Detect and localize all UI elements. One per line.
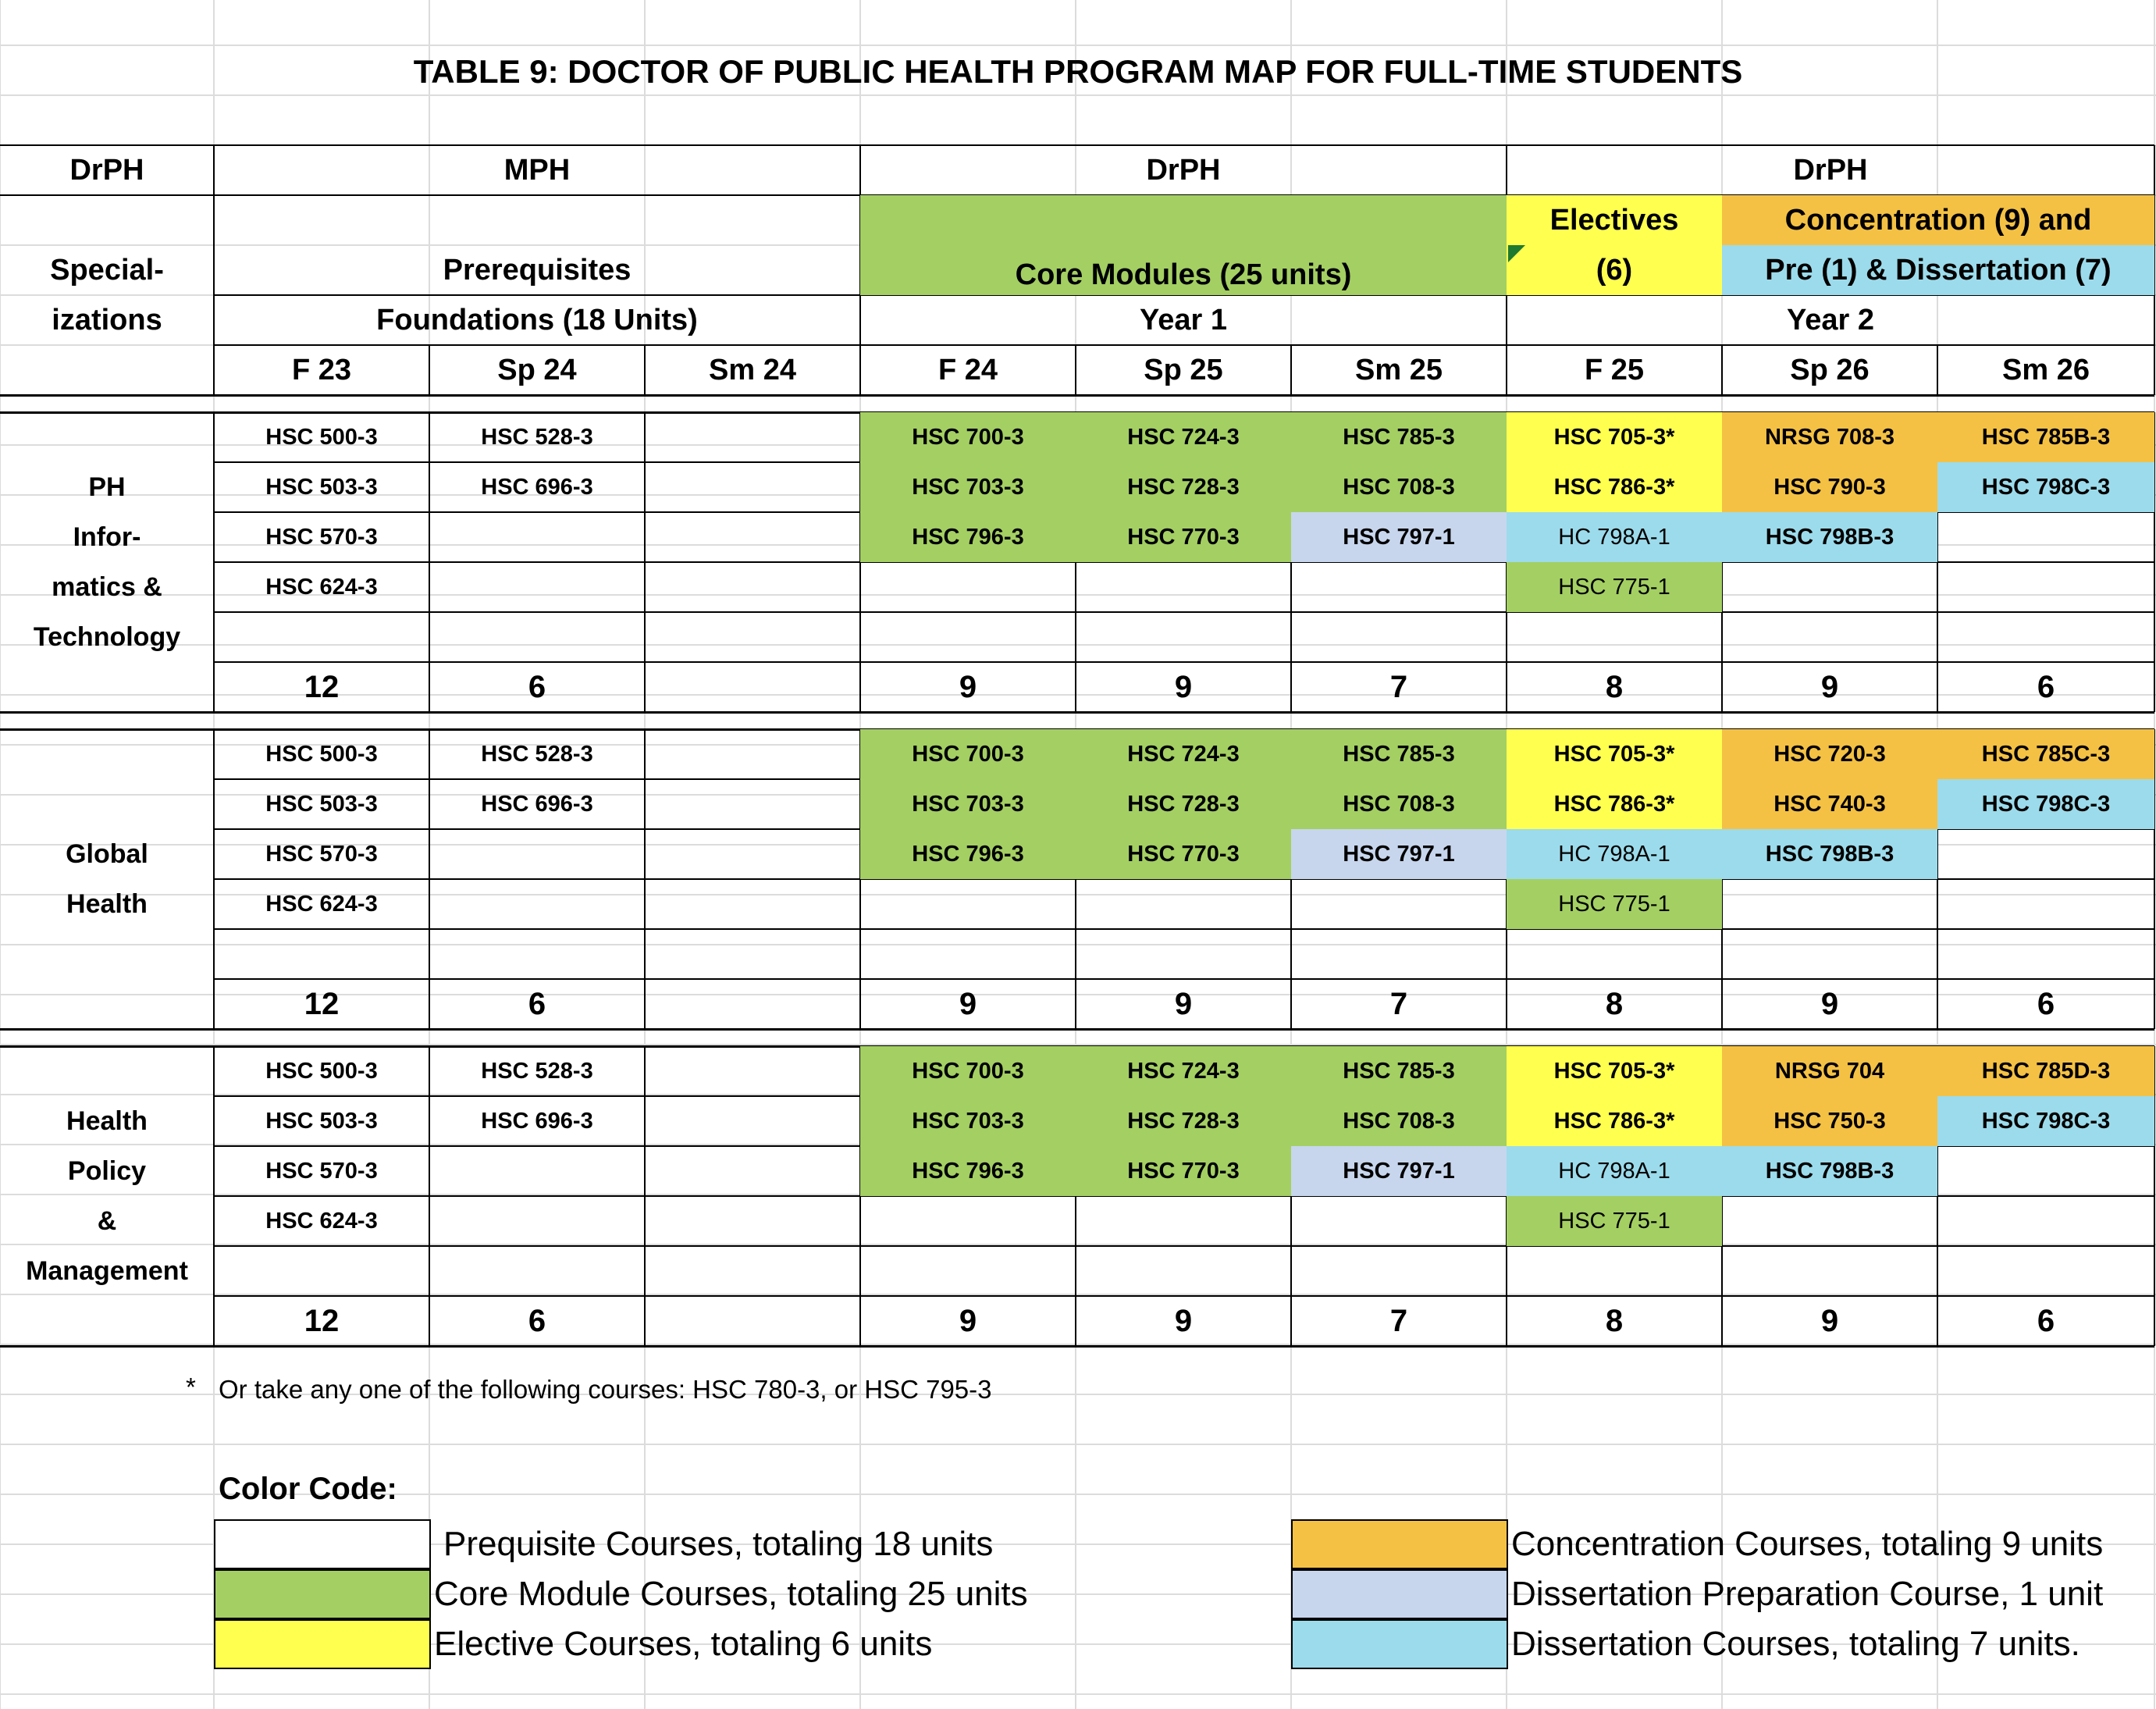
course-cell — [645, 1196, 860, 1246]
gridline-h — [0, 45, 2156, 46]
course-cell — [645, 562, 860, 612]
course-cell — [1076, 929, 1291, 979]
course-cell — [1937, 929, 2154, 979]
term-total: 12 — [304, 669, 340, 704]
course-cell — [1076, 562, 1291, 612]
course-cell: HSC 705-3* — [1507, 412, 1722, 462]
course-cell: HSC 624-3 — [265, 891, 378, 917]
course-cell — [1291, 612, 1507, 662]
course-cell — [645, 1096, 860, 1146]
term-total: 12 — [304, 1303, 340, 1338]
course-cell: HSC 798C-3 — [1937, 779, 2154, 829]
course-cell: HSC 708-3 — [1291, 779, 1507, 829]
course-cell — [1937, 562, 2154, 612]
course-cell — [1291, 1196, 1507, 1246]
course-cell — [645, 462, 860, 512]
course-cell — [429, 1246, 645, 1296]
drph-year2-header: DrPH — [1793, 153, 1868, 187]
gridline-h — [0, 1693, 2156, 1695]
course-cell: HSC 797-1 — [1291, 1146, 1507, 1196]
course-cell — [1722, 1196, 1937, 1246]
specialization-label — [0, 412, 214, 462]
term-header: Sm 25 — [1355, 353, 1443, 386]
course-cell: HSC 696-3 — [481, 1108, 593, 1134]
specialization-label: Policy — [67, 1155, 147, 1186]
course-cell: HSC 728-3 — [1076, 779, 1291, 829]
specializations-label-2: izations — [52, 303, 162, 336]
course-cell — [1507, 1246, 1722, 1296]
drph-core-header: DrPH — [1146, 153, 1221, 187]
course-cell — [1937, 1196, 2154, 1246]
course-cell: HSC 570-3 — [265, 841, 378, 867]
course-cell: HSC 770-3 — [1076, 1146, 1291, 1196]
course-cell: HSC 720-3 — [1722, 729, 1937, 779]
term-total: 6 — [2037, 669, 2055, 704]
course-cell — [860, 929, 1076, 979]
course-cell — [429, 612, 645, 662]
course-cell: HSC 708-3 — [1291, 1096, 1507, 1146]
course-cell: HSC 785-3 — [1291, 412, 1507, 462]
course-cell: HSC 708-3 — [1291, 462, 1507, 512]
course-cell — [214, 1246, 429, 1296]
course-cell — [645, 1046, 860, 1096]
course-cell: NRSG 708-3 — [1722, 412, 1937, 462]
legend-swatch — [1291, 1519, 1508, 1569]
year1-header: Year 1 — [1140, 303, 1227, 336]
course-cell: HSC 724-3 — [1076, 412, 1291, 462]
course-cell: HSC 570-3 — [265, 1158, 378, 1184]
course-cell — [1291, 929, 1507, 979]
course-cell: HSC 770-3 — [1076, 829, 1291, 879]
course-cell — [429, 829, 645, 879]
course-cell — [1937, 1246, 2154, 1296]
page-title: TABLE 9: DOCTOR OF PUBLIC HEALTH PROGRAM MAP FOR FULL-TIME STUDENTS — [413, 53, 1743, 90]
term-header: F 23 — [291, 353, 352, 386]
course-cell: HSC 700-3 — [860, 412, 1076, 462]
specialization-label — [0, 1046, 214, 1096]
specialization-label — [0, 729, 214, 779]
course-cell — [1507, 929, 1722, 979]
footnote: Or take any one of the following courses: HSC 780-3, or HSC 795-3 — [219, 1375, 992, 1404]
course-cell — [429, 512, 645, 562]
term-total — [645, 662, 860, 712]
gridline-h — [0, 1444, 2156, 1445]
course-cell — [860, 1246, 1076, 1296]
course-cell — [860, 562, 1076, 612]
course-cell — [1937, 612, 2154, 662]
course-cell: HSC 786-3* — [1507, 779, 1722, 829]
course-cell: HSC 740-3 — [1722, 779, 1937, 829]
specialization-label — [0, 929, 214, 979]
legend-label: Dissertation Preparation Course, 1 unit — [1511, 1575, 2104, 1613]
concentration-header: Concentration (9) and — [1722, 195, 2154, 245]
course-cell: HSC 796-3 — [860, 829, 1076, 879]
course-cell: HSC 570-3 — [265, 524, 378, 550]
course-cell — [645, 1146, 860, 1196]
course-cell: HSC 705-3* — [1507, 729, 1722, 779]
course-cell: HSC 798C-3 — [1937, 1096, 2154, 1146]
course-cell — [860, 1196, 1076, 1246]
legend-swatch — [214, 1569, 431, 1619]
legend-label: Dissertation Courses, totaling 7 units. — [1511, 1625, 2080, 1663]
course-cell: HSC 503-3 — [265, 1108, 378, 1134]
course-cell: HSC 796-3 — [860, 512, 1076, 562]
course-cell — [1937, 879, 2154, 929]
course-cell — [1722, 612, 1937, 662]
term-header: Sp 26 — [1790, 353, 1870, 386]
course-cell: HSC 750-3 — [1722, 1096, 1937, 1146]
course-cell: HSC 786-3* — [1507, 462, 1722, 512]
specialization-label: matics & — [52, 571, 162, 602]
term-total: 6 — [528, 669, 546, 704]
course-cell: HSC 797-1 — [1291, 829, 1507, 879]
legend-label: Elective Courses, totaling 6 units — [434, 1625, 933, 1663]
course-cell: HC 798A-1 — [1507, 1146, 1722, 1196]
course-cell: HSC 503-3 — [265, 474, 378, 500]
course-cell: HSC 724-3 — [1076, 729, 1291, 779]
term-total: 9 — [1174, 986, 1193, 1021]
course-cell: HSC 700-3 — [860, 729, 1076, 779]
course-cell: HSC 500-3 — [265, 424, 378, 450]
course-cell — [429, 1146, 645, 1196]
course-cell — [1722, 1246, 1937, 1296]
course-cell: HSC 696-3 — [481, 791, 593, 817]
term-header: Sm 24 — [709, 353, 796, 386]
term-header: F 25 — [1584, 353, 1645, 386]
term-total: 7 — [1389, 986, 1408, 1021]
year2-header: Year 2 — [1787, 303, 1874, 336]
course-cell: HSC 790-3 — [1722, 462, 1937, 512]
course-cell — [1076, 879, 1291, 929]
course-cell: HSC 703-3 — [860, 462, 1076, 512]
term-total: 12 — [304, 986, 340, 1021]
term-total: 8 — [1605, 1303, 1624, 1338]
legend-swatch — [1291, 1569, 1508, 1619]
term-header: Sm 26 — [2002, 353, 2090, 386]
specializations-label-1: Special- — [50, 253, 164, 287]
course-cell — [429, 929, 645, 979]
course-cell — [860, 879, 1076, 929]
legend-swatch — [214, 1519, 431, 1569]
term-total: 9 — [1820, 669, 1839, 704]
prerequisites-header: Prerequisites — [443, 253, 632, 287]
course-cell: NRSG 704 — [1722, 1046, 1937, 1096]
core-modules-header: Core Modules (25 units) — [860, 195, 1507, 295]
comment-marker — [1508, 245, 1525, 262]
course-cell: HSC 705-3* — [1507, 1046, 1722, 1096]
course-cell — [1291, 1246, 1507, 1296]
term-total: 9 — [959, 986, 977, 1021]
course-cell — [645, 879, 860, 929]
specialization-label: Health — [66, 888, 148, 919]
specialization-label: & — [97, 1205, 117, 1236]
course-cell — [645, 829, 860, 879]
course-cell: HSC 728-3 — [1076, 1096, 1291, 1146]
term-total: 6 — [528, 1303, 546, 1338]
specialization-label: PH — [88, 472, 126, 502]
course-cell — [1722, 879, 1937, 929]
specialization-label — [0, 779, 214, 829]
term-total: 9 — [1820, 986, 1839, 1021]
specialization-label: Technology — [33, 621, 181, 652]
course-cell: HSC 724-3 — [1076, 1046, 1291, 1096]
term-total: 6 — [528, 986, 546, 1021]
course-cell: HSC 528-3 — [481, 741, 593, 767]
specialization-label: Global — [66, 838, 148, 869]
term-header: Sp 24 — [497, 353, 577, 386]
term-total: 9 — [959, 669, 977, 704]
course-cell: HSC 797-1 — [1291, 512, 1507, 562]
course-cell — [1076, 1246, 1291, 1296]
course-cell — [1937, 1146, 2154, 1196]
course-cell — [429, 562, 645, 612]
specialization-label: Management — [26, 1255, 188, 1286]
course-cell: HSC 798C-3 — [1937, 462, 2154, 512]
course-cell — [1076, 1196, 1291, 1246]
course-cell: HSC 503-3 — [265, 791, 378, 817]
legend-label: Prequisite Courses, totaling 18 units — [443, 1525, 994, 1563]
course-cell — [645, 1246, 860, 1296]
course-cell: HSC 796-3 — [860, 1146, 1076, 1196]
term-total — [645, 1296, 860, 1346]
course-cell — [1722, 562, 1937, 612]
course-cell — [1722, 929, 1937, 979]
course-cell: HSC 785-3 — [1291, 729, 1507, 779]
course-cell — [214, 929, 429, 979]
course-cell: HSC 798B-3 — [1722, 829, 1937, 879]
course-cell: HSC 624-3 — [265, 574, 378, 600]
term-total: 6 — [2037, 986, 2055, 1021]
course-cell: HSC 500-3 — [265, 741, 378, 767]
course-cell — [645, 512, 860, 562]
course-cell: HSC 528-3 — [481, 424, 593, 450]
course-cell — [645, 779, 860, 829]
legend-swatch — [214, 1619, 431, 1669]
electives-header-line1: Electives — [1507, 195, 1722, 245]
legend-label: Core Module Courses, totaling 25 units — [434, 1575, 1028, 1613]
course-cell — [429, 879, 645, 929]
course-cell: HC 798A-1 — [1507, 512, 1722, 562]
course-cell: HSC 728-3 — [1076, 462, 1291, 512]
course-cell: HSC 770-3 — [1076, 512, 1291, 562]
course-cell: HC 798A-1 — [1507, 829, 1722, 879]
course-cell: HSC 775-1 — [1507, 1196, 1722, 1246]
term-total: 6 — [2037, 1303, 2055, 1338]
course-cell — [645, 412, 860, 462]
course-cell: HSC 500-3 — [265, 1058, 378, 1084]
course-cell: HSC 798B-3 — [1722, 1146, 1937, 1196]
term-total: 7 — [1389, 1303, 1408, 1338]
course-cell: HSC 703-3 — [860, 1096, 1076, 1146]
course-cell: HSC 775-1 — [1507, 562, 1722, 612]
course-cell — [1076, 612, 1291, 662]
dissertation-header: Pre (1) & Dissertation (7) — [1722, 245, 2154, 295]
term-total: 9 — [959, 1303, 977, 1338]
course-cell — [429, 1196, 645, 1246]
course-cell: HSC 700-3 — [860, 1046, 1076, 1096]
course-cell — [1937, 829, 2154, 879]
mph-header: MPH — [503, 153, 571, 187]
course-cell — [1291, 879, 1507, 929]
term-total: 8 — [1605, 669, 1624, 704]
term-header: F 24 — [937, 353, 998, 386]
course-cell — [860, 612, 1076, 662]
course-cell — [645, 729, 860, 779]
course-cell — [1291, 562, 1507, 612]
specialization-label: Health — [66, 1106, 148, 1136]
course-cell: HSC 785C-3 — [1937, 729, 2154, 779]
term-total — [645, 979, 860, 1029]
course-cell: HSC 785-3 — [1291, 1046, 1507, 1096]
course-cell — [1937, 512, 2154, 562]
course-cell: HSC 528-3 — [481, 1058, 593, 1084]
course-cell: HSC 785B-3 — [1937, 412, 2154, 462]
course-cell — [645, 929, 860, 979]
course-cell — [645, 612, 860, 662]
course-cell: HSC 786-3* — [1507, 1096, 1722, 1146]
course-cell: HSC 798B-3 — [1722, 512, 1937, 562]
term-total: 9 — [1174, 1303, 1193, 1338]
course-cell: HSC 775-1 — [1507, 879, 1722, 929]
term-header: Sp 25 — [1144, 353, 1223, 386]
course-cell: HSC 703-3 — [860, 779, 1076, 829]
course-cell — [1507, 612, 1722, 662]
electives-header-line2: (6) — [1507, 245, 1722, 295]
foundations-header: Foundations (18 Units) — [376, 303, 698, 336]
course-cell — [214, 612, 429, 662]
specialization-label: Infor- — [73, 522, 141, 552]
term-total: 8 — [1605, 986, 1624, 1021]
course-cell: HSC 624-3 — [265, 1208, 378, 1234]
term-total: 7 — [1389, 669, 1408, 704]
legend-label: Concentration Courses, totaling 9 units — [1511, 1525, 2104, 1563]
legend-title: Color Code: — [219, 1471, 397, 1506]
course-cell: HSC 785D-3 — [1937, 1046, 2154, 1096]
course-cell: HSC 696-3 — [481, 474, 593, 500]
drph-specializations-header: DrPH — [69, 153, 144, 187]
legend-swatch — [1291, 1619, 1508, 1669]
term-total: 9 — [1820, 1303, 1839, 1338]
footnote-star: * — [186, 1373, 196, 1401]
term-total: 9 — [1174, 669, 1193, 704]
